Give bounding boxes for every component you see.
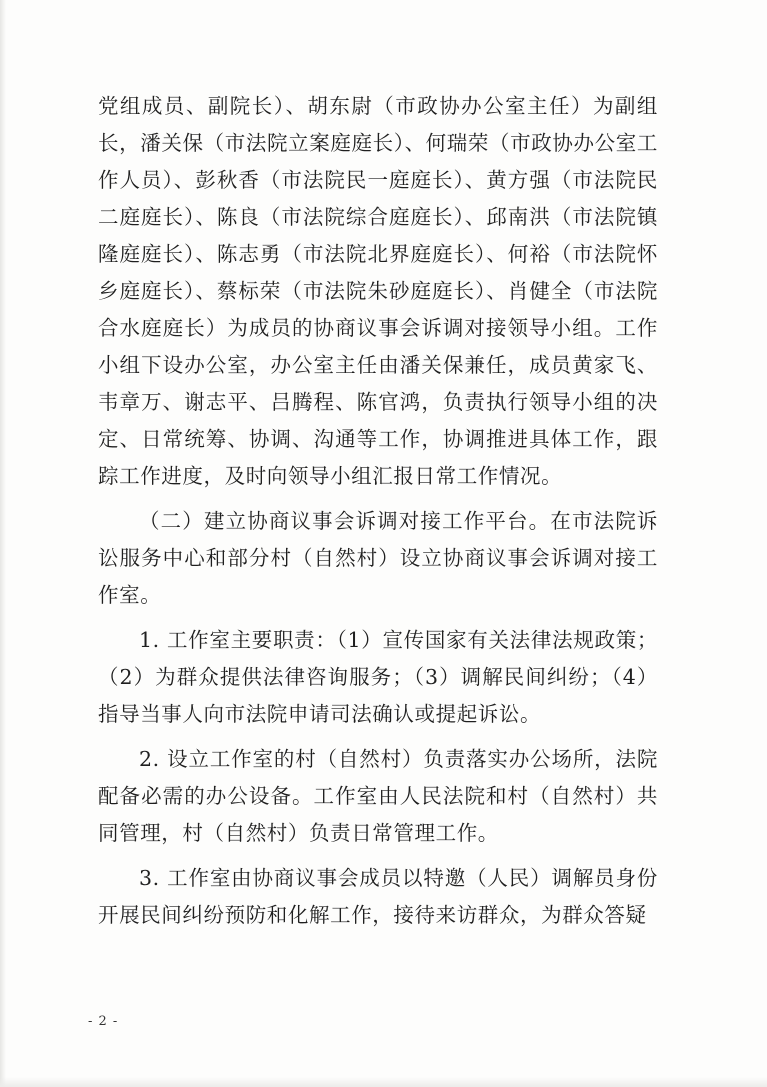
paragraph-item-1-duties: 1. 工作室主要职责：（1）宣传国家有关法律法规政策；（2）为群众提供法律咨询服务；（3）调解民间纠纷；（4）指导当事人向市法院申请司法确认或提起诉讼。 bbox=[98, 628, 658, 726]
page-number: - 2 - bbox=[88, 1014, 119, 1029]
scan-shadow-left bbox=[0, 0, 6, 1087]
paragraph-item-2-office: 2. 设立工作室的村（自然村）负责落实办公场所，法院配备必需的办公设备。工作室由人民法院和村（自然村）共同管理，村（自然村）负责日常管理工作。 bbox=[98, 747, 658, 845]
paragraph-leading-group-members: 党组成员、副院长）、胡东尉（市政协办公室主任）为副组长，潘关保（市法院立案庭庭长）、何瑞荣（市政协办公室工作人员）、彭秋香（市法院民一庭庭长）、黄方强（市法院民二庭庭长）、陈良（市法院综合庭庭长）、邱南洪（市法院镇隆庭庭长）、陈志勇（市法院北界庭庭长）、何裕（市法院怀乡庭庭长）、蔡标荣（市法院朱砂庭庭长）、肖健全（市法院合水庭庭长）为成员的协商议事会诉调对接领导小组。工作小组下设办公室，办公室主任由潘关保兼任，成员黄家飞、韦章万、谢志平、吕腾程、陈官鸿，负责执行领导小组的决定、日常统筹、协调、沟通等工作，协调推进具体工作，跟踪工作进度，及时向领导小组汇报日常工作情况。 bbox=[98, 94, 658, 488]
scan-shadow-bottom bbox=[0, 1077, 767, 1087]
document-body bbox=[98, 88, 658, 934]
paragraph-work-platform: （二）建立协商议事会诉调对接工作平台。在市法院诉讼服务中心和部分村（自然村）设立协商议事会诉调对接工作室。 bbox=[98, 509, 658, 607]
paragraph-item-3-mediators: 3. 工作室由协商议事会成员以特邀（人民）调解员身份开展民间纠纷预防和化解工作，接待来访群众，为群众答疑 bbox=[98, 866, 658, 927]
